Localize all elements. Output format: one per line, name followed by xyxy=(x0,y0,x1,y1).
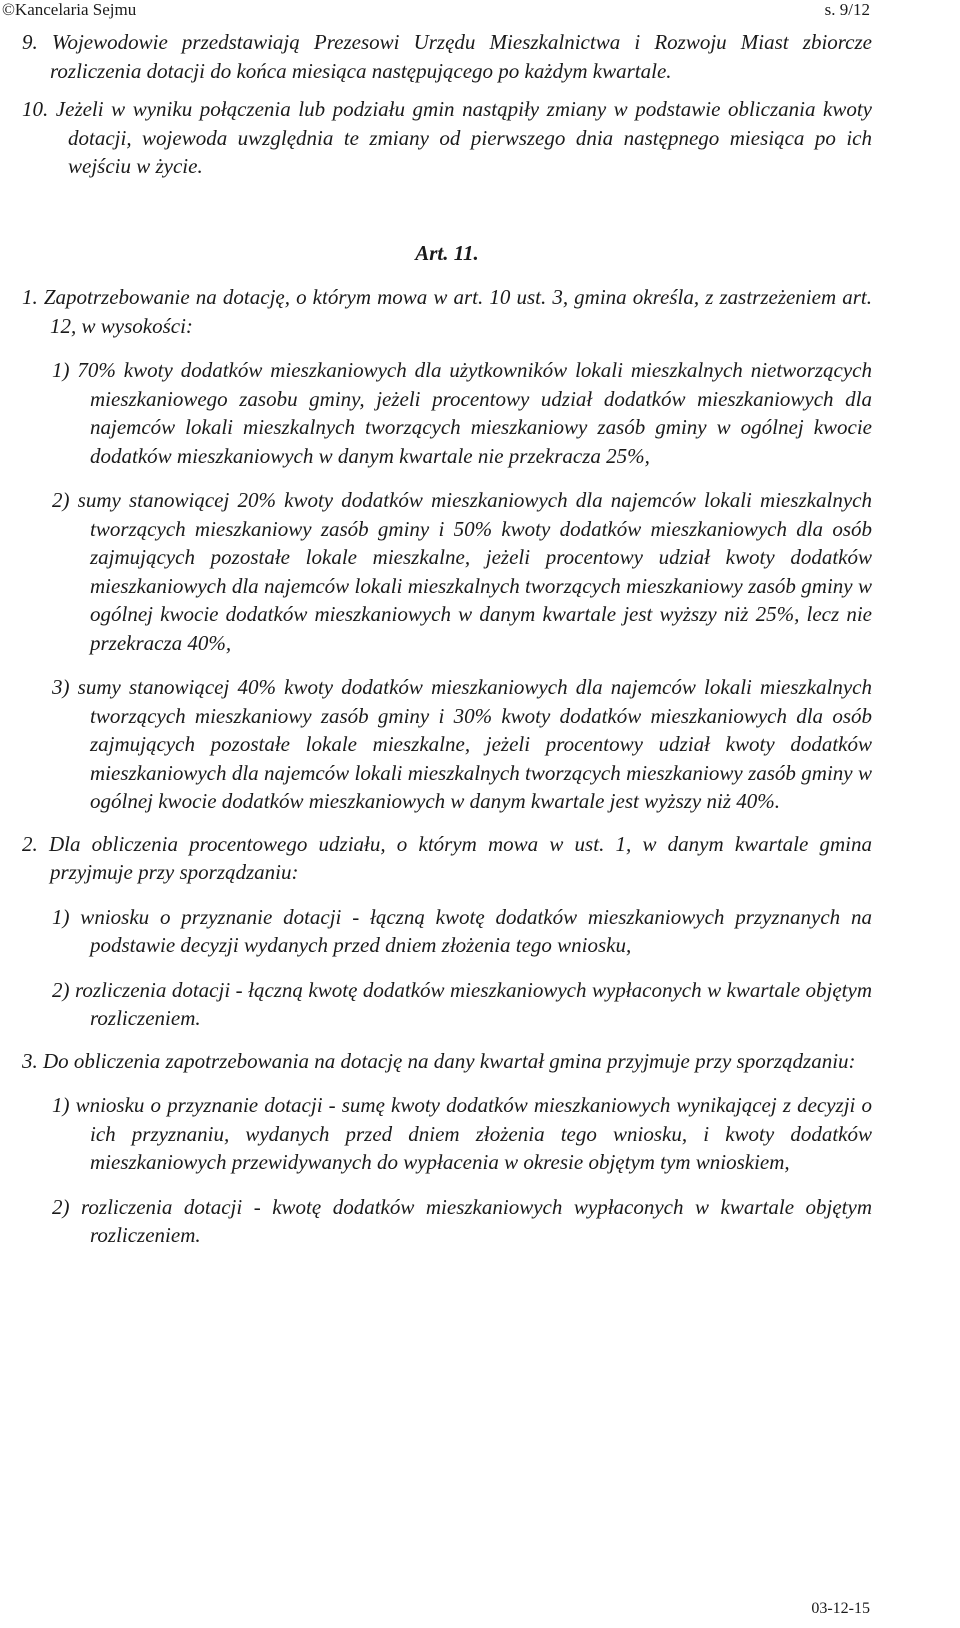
section-1-item-1: 1) 70% kwoty dodatków mieszkaniowych dla użytkowników lokali mieszkalnych nietworzących mieszkaniowego zasobu gminy, jeżeli procentowy udział dodatków mieszkaniowych dla najemców lokali mieszkalnych tworzących mieszkaniowy zasób gminy w ogólnej kwocie dodatków mieszkaniowych w danym kwartale nie przekracza 25%, xyxy=(52,358,872,468)
paragraph-10: 10. Jeżeli w wyniku połączenia lub podziału gmin nastąpiły zmiany w podstawie obliczania kwoty dotacji, wojewoda uwzględnia te zmiany od pierwszego dnia następnego miesiąca po ich wejściu w życie. xyxy=(22,97,872,178)
section-1-item-3: 3) sumy stanowiącej 40% kwoty dodatków mieszkaniowych dla najemców lokali mieszkalnych tworzących mieszkaniowy zasób gminy i 30% kwoty dodatków mieszkaniowych dla osób zajmujących pozostałe lokale mieszkalne, jeżeli procentowy udział kwoty dodatków mieszkaniowych dla najemców lokali mieszkalnych tworzących mieszkaniowy zasób gminy w ogólnej kwocie dodatków mieszkaniowych w danym kwartale jest wyższy niż 40%. xyxy=(52,675,872,813)
section-3-item-2: 2) rozliczenia dotacji - kwotę dodatków mieszkaniowych wypłaconych w kwartale objętym rozliczeniem. xyxy=(52,1194,872,1247)
header-copyright: ©Kancelaria Sejmu xyxy=(2,0,137,19)
article-section-3-intro: 3. Do obliczenia zapotrzebowania na dotację na dany kwartał gmina przyjmuje przy sporządzaniu: xyxy=(22,1048,856,1073)
section-2-item-2: 2) rozliczenia dotacji - łączną kwotę dodatków mieszkaniowych wypłaconych w kwartale objętym rozliczeniem. xyxy=(52,977,872,1030)
footer-date: 03-12-15 xyxy=(811,1600,870,1617)
article-section-2-intro: 2. Dla obliczenia procentowego udziału, o którym mowa w ust. 1, w danym kwartale gmina przyjmuje przy sporządzaniu: xyxy=(22,831,872,884)
section-1-item-2: 2) sumy stanowiącej 20% kwoty dodatków mieszkaniowych dla najemców lokali mieszkalnych tworzących mieszkaniowy zasób gminy i 50% kwoty dodatków mieszkaniowych dla osób zajmujących pozostałe lokale mieszkalne, jeżeli procentowy udział kwoty dodatków mieszkaniowych dla najemców lokali mieszkalnych tworzących mieszkaniowy zasób gminy w ogólnej kwocie dodatków mieszkaniowych w danym kwartale jest wyższy niż 25%, lecz nie przekracza 40%, xyxy=(52,488,872,655)
paragraph-9: 9. Wojewodowie przedstawiają Prezesowi Urzędu Mieszkalnictwa i Rozwoju Miast zbiorcze rozliczenia dotacji do końca miesiąca następującego po każdym kwartale. xyxy=(22,30,872,83)
section-3-item-1: 1) wniosku o przyznanie dotacji - sumę kwoty dodatków mieszkaniowych wynikającej z decyzji o ich przyznaniu, wydanych przed dniem złożenia tego wniosku, i kwoty dodatków mieszkaniowych przewidywanych do wypłacenia w okresie objętym tym wnioskiem, xyxy=(52,1093,872,1174)
document-body xyxy=(22,28,872,1250)
article-section-1-intro: 1. Zapotrzebowanie na dotację, o którym mowa w art. 10 ust. 3, gmina określa, z zastrzeżeniem art. 12, w wysokości: xyxy=(22,285,872,338)
page-number: s. 9/12 xyxy=(824,0,870,19)
section-2-item-1: 1) wniosku o przyznanie dotacji - łączną kwotę dodatków mieszkaniowych przyznanych na podstawie decyzji wydanych przed dniem złożenia tego wniosku, xyxy=(52,904,872,957)
article-title: Art. 11. xyxy=(415,240,479,265)
